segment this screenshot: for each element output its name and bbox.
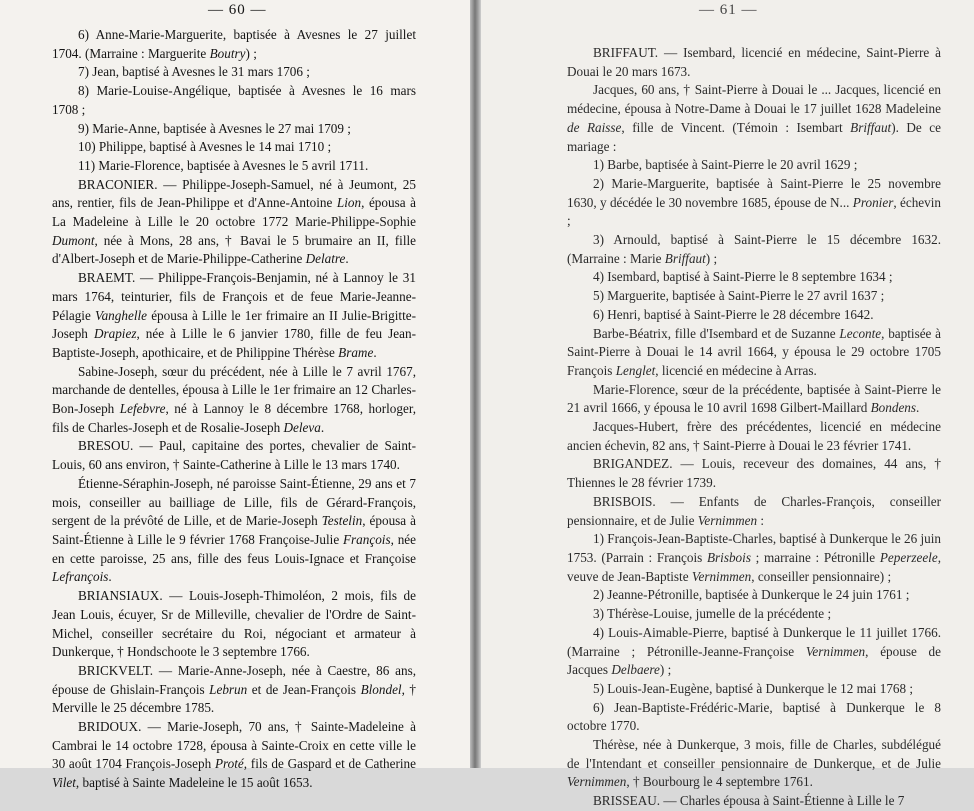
text-run: , née à Mons, 28 ans, † Bavai le 5 brumaire an II, fille d'Albert-Joseph et de Marie-Philippe-Catherine <box>52 232 416 267</box>
italic-name: Vernimmen <box>697 512 758 528</box>
italic-name: Testelin <box>321 513 363 529</box>
right-paragraph <box>567 231 941 268</box>
right-paragraph <box>567 44 941 81</box>
italic-name: Briffaut <box>850 119 892 135</box>
text-run: 9) Marie-Anne, baptisée à Avesnes le 27 mai 1709 ; <box>78 120 351 136</box>
left-page-text <box>52 26 416 793</box>
right-paragraph <box>567 586 941 605</box>
italic-name: Drapiez <box>93 326 137 342</box>
left-paragraph <box>52 26 416 63</box>
text-run: , épousa à Saint-Étienne à Lille le 9 février 1768 Françoise-Julie <box>52 513 416 547</box>
text-run: , conseiller pensionnaire) ; <box>751 568 892 584</box>
left-paragraph <box>52 157 416 176</box>
text-run: Barbe-Béatrix, fille d'Isembard et de Suzanne <box>593 325 840 341</box>
text-run: ) ; <box>659 662 672 678</box>
right-paragraph <box>567 175 941 231</box>
italic-name: Lebrun <box>209 681 248 697</box>
left-paragraph <box>52 363 416 438</box>
left-paragraph <box>52 269 416 363</box>
right-paragraph <box>567 381 941 418</box>
italic-name: Deleva <box>283 419 321 435</box>
text-run: , née à Lille le 6 janvier 1780, fille de feu Jean-Baptiste-Joseph, apothicaire, et de Philippine Thérèse <box>52 326 417 360</box>
left-paragraph <box>52 587 416 662</box>
right-paragraph <box>567 287 941 306</box>
left-paragraph <box>52 138 416 157</box>
text-run: BRIFFAUT. — Isembard, licencié en médecine, Saint-Pierre à Douai le 20 mars 1673. <box>567 45 941 79</box>
right-paragraph <box>567 418 941 455</box>
left-paragraph <box>52 82 416 119</box>
right-paragraph <box>567 493 941 530</box>
right-paragraph <box>567 792 941 811</box>
text-run: BRESOU. — Paul, capitaine des portes, chevalier de Saint-Louis, 60 ans environ, † Sainte-Catherine à Lille le 13 mars 1740. <box>52 438 416 473</box>
italic-name: Leconte <box>839 325 882 341</box>
text-run: 6) Jean-Baptiste-Frédéric-Marie, baptisé à Dunkerque le 8 octobre 1770. <box>567 699 941 734</box>
italic-name: Lefebvre <box>119 401 166 417</box>
text-run: 1) Barbe, baptisée à Saint-Pierre le 20 avril 1629 ; <box>593 157 858 173</box>
italic-name: de Raisse <box>567 119 622 135</box>
text-run: . <box>108 569 112 585</box>
italic-name: Brisbois <box>706 549 751 565</box>
text-run: Thérèse, née à Dunkerque, 3 mois, fille de Charles, subdélégué de l'Intendant et conseiller pensionnaire de Dunkerque, et de Julie <box>567 737 941 771</box>
right-paragraph <box>567 455 941 492</box>
right-paragraph <box>567 680 941 699</box>
italic-name: Briffaut <box>664 250 706 266</box>
text-run: BRIANSIAUX. — Louis-Joseph-Thimoléon, 2 mois, fils de Jean Louis, écuyer, Sr de Milleville, chevalier de l'Ordre de Saint-Michel, conseiller secrétaire du Roi, négociant et armateur à Dunkerque, † Hondschoote le 3 septembre 1766. <box>52 588 416 660</box>
text-run: , fils de Gaspard et de Catherine <box>243 756 416 772</box>
text-run: , née en cette paroisse, 25 ans, fille des feus Louis-Ignace et Françoise <box>52 531 416 566</box>
text-run: , échevin ; <box>567 194 941 229</box>
text-run: , † Merville le 25 décembre 1785. <box>52 681 417 716</box>
text-run: BRISBOIS. — Enfants de Charles-François, conseiller pensionnaire, et de Julie <box>567 493 941 528</box>
text-run: BRAEMT. — Philippe-François-Benjamin, né à Lannoy le 31 mars 1764, teinturier, fils de François et de feue Marie-Jeanne-Pélagie <box>52 270 416 323</box>
text-run: Marie-Florence, sœur de la précédente, baptisée à Saint-Pierre le 21 avril 1666, y épousa le 10 avril 1698 Gilbert-Maillard <box>567 381 941 416</box>
left-paragraph <box>52 120 416 139</box>
italic-name: Vilet <box>52 775 76 791</box>
italic-name: Proté <box>214 756 244 772</box>
text-run: . <box>345 251 349 267</box>
text-run: épousa à Lille le 1er frimaire an II Julie-Brigitte-Joseph <box>52 307 416 342</box>
text-run: ) ; <box>245 45 257 61</box>
right-paragraph <box>567 268 941 287</box>
text-run: , fille de Vincent. (Témoin : Isembart <box>621 119 851 135</box>
text-run: ) ; <box>705 250 718 266</box>
text-run: . <box>916 400 920 416</box>
right-paragraph <box>567 736 941 792</box>
text-run: , licencié en médecine à Arras. <box>655 362 817 378</box>
text-run: Sabine-Joseph, sœur du précédent, née à Lille le 7 avril 1767, marchande de dentelles, épousa à Lille le 1er frimaire an 12 Charles-Bon-Joseph <box>52 363 416 417</box>
right-paragraph <box>567 81 941 156</box>
right-paragraph <box>567 605 941 624</box>
left-page <box>0 0 470 791</box>
italic-name: Vernimmen <box>805 643 866 659</box>
right-paragraph <box>567 156 941 175</box>
text-run: ; marraine : Pétronille <box>750 549 880 565</box>
text-run: BRISSEAU. — Charles épousa à Saint-Étienne à Lille le 7 <box>593 793 905 809</box>
text-run: 1) François-Jean-Baptiste-Charles, baptisé à Dunkerque le 26 juin 1753. (Parrain : François <box>567 531 941 565</box>
text-run: BRIDOUX. — Marie-Joseph, 70 ans, † Sainte-Madeleine à Cambrai le 14 octobre 1728, épousa à Sainte-Croix en cette ville le 30 août 1704 François-Joseph <box>52 719 416 772</box>
text-run: 3) Arnould, baptisé à Saint-Pierre le 15 décembre 1632. (Marraine : Marie <box>567 232 941 266</box>
left-paragraph <box>52 662 416 718</box>
text-run: 2) Jeanne-Pétronille, baptisée à Dunkerque le 24 juin 1761 ; <box>593 587 910 603</box>
text-run: , baptisé à Sainte Madeleine le 15 août 1653. <box>75 775 313 791</box>
text-run: : <box>757 512 765 528</box>
italic-name: François <box>342 531 391 547</box>
text-run: Étienne-Séraphin-Joseph, né paroisse Saint-Étienne, 29 ans et 7 mois, conseiller au bailliage de Lille, fils de Gérard-François, sergent de la prévôté de Lille, et de Marie-Joseph <box>52 475 416 529</box>
left-paragraph <box>52 718 416 793</box>
italic-name: Peperzeele <box>879 549 938 565</box>
right-paragraph <box>567 624 941 680</box>
right-paragraph <box>567 530 941 586</box>
text-run: BRACONIER. — Philippe-Joseph-Samuel, né à Jeumont, 25 ans, rentier, fils de Jean-Philippe et d'Anne-Antoine <box>52 176 416 211</box>
left-paragraph <box>52 475 416 587</box>
right-page <box>481 0 974 809</box>
book-gutter <box>470 0 481 768</box>
italic-name: Delbaere <box>611 662 660 678</box>
text-run: 8) Marie-Louise-Angélique, baptisée à Avesnes le 16 mars 1708 ; <box>52 83 416 117</box>
right-page-text <box>567 44 941 811</box>
text-run: , épouse de Jacques <box>567 643 941 678</box>
text-run: 6) Anne-Marie-Marguerite, baptisée à Avesnes le 27 juillet 1704. (Marraine : Marguerite <box>52 27 416 61</box>
text-run: , baptisée à Saint-Pierre à Douai le 14 avril 1664, y épousa le 29 octobre 1705 François <box>567 325 942 378</box>
right-page-number: — 61 — <box>699 2 758 18</box>
text-run: , veuve de Jean-Baptiste <box>567 549 941 584</box>
right-paragraph <box>567 306 941 325</box>
italic-name: Brame <box>338 344 374 360</box>
italic-name: Pronier <box>852 194 894 210</box>
right-paragraph <box>567 325 941 381</box>
italic-name: Lenglet <box>615 362 656 378</box>
text-run: . <box>320 419 325 435</box>
italic-name: Lion <box>336 195 362 211</box>
left-paragraph <box>52 176 416 270</box>
left-page-number: — 60 — <box>208 2 267 18</box>
text-run: BRIGANDEZ. — Louis, receveur des domaines, 44 ans, † Thiennes le 28 février 1739. <box>567 456 941 491</box>
text-run: , épousa à La Madeleine à Lille le 20 octobre 1772 Marie-Philippe-Sophie <box>52 195 416 230</box>
text-run: 10) Philippe, baptisé à Avesnes le 14 mai 1710 ; <box>78 139 332 155</box>
text-run: , né à Lannoy le 8 décembre 1768, horloger, fils de Charles-Joseph et de Rosalie-Joseph <box>52 401 416 435</box>
italic-name: Delatre <box>305 251 346 267</box>
text-run: 4) Isembard, baptisé à Saint-Pierre le 8 septembre 1634 ; <box>593 269 893 285</box>
text-run: 5) Marguerite, baptisée à Saint-Pierre le 27 avril 1637 ; <box>593 288 885 304</box>
text-run: 5) Louis-Jean-Eugène, baptisé à Dunkerque le 12 mai 1768 ; <box>593 680 914 696</box>
left-paragraph <box>52 63 416 82</box>
text-run: 6) Henri, baptisé à Saint-Pierre le 28 décembre 1642. <box>593 306 874 322</box>
italic-name: Boutry <box>209 45 246 61</box>
italic-name: Vanghelle <box>95 307 148 323</box>
text-run: Jacques, 60 ans, † Saint-Pierre à Douai le ... Jacques, licencié en médecine, épousa à Notre-Dame à Douai le 17 juillet 1628 Madeleine <box>567 82 941 117</box>
text-run: BRICKVELT. — Marie-Anne-Joseph, née à Caestre, 86 ans, épouse de Ghislain-François <box>52 662 416 697</box>
italic-name: Lefrançois <box>52 569 109 585</box>
text-run: 3) Thérèse-Louise, jumelle de la précédente ; <box>593 606 832 622</box>
text-run: 4) Louis-Aimable-Pierre, baptisé à Dunkerque le 11 juillet 1766. (Marraine ; Pétronille-Jeanne-Françoise <box>567 624 941 659</box>
text-run: 7) Jean, baptisé à Avesnes le 31 mars 1706 ; <box>78 64 310 80</box>
italic-name: Blondel <box>360 681 402 697</box>
italic-name: Bondens <box>870 400 917 416</box>
text-run: . <box>373 344 377 360</box>
text-run: et de Jean-François <box>247 681 361 697</box>
italic-name: Dumont <box>52 232 95 248</box>
text-run: ). De ce mariage : <box>567 119 941 154</box>
italic-name: Vernimmen <box>567 774 627 790</box>
text-run: , † Bourbourg le 4 septembre 1761. <box>626 774 813 790</box>
text-run: 2) Marie-Marguerite, baptisée à Saint-Pierre le 25 novembre 1630, y décédée le 30 novembre 1685, épouse de N... <box>567 175 941 210</box>
right-paragraph <box>567 699 941 736</box>
text-run: Jacques-Hubert, frère des précédentes, licencié en médecine ancien échevin, 82 ans, † Saint-Pierre à Douai le 23 février 1741. <box>567 419 941 453</box>
text-run: 11) Marie-Florence, baptisée à Avesnes le 5 avril 1711. <box>78 157 369 173</box>
left-paragraph <box>52 437 416 474</box>
italic-name: Vernimmen <box>691 568 752 584</box>
